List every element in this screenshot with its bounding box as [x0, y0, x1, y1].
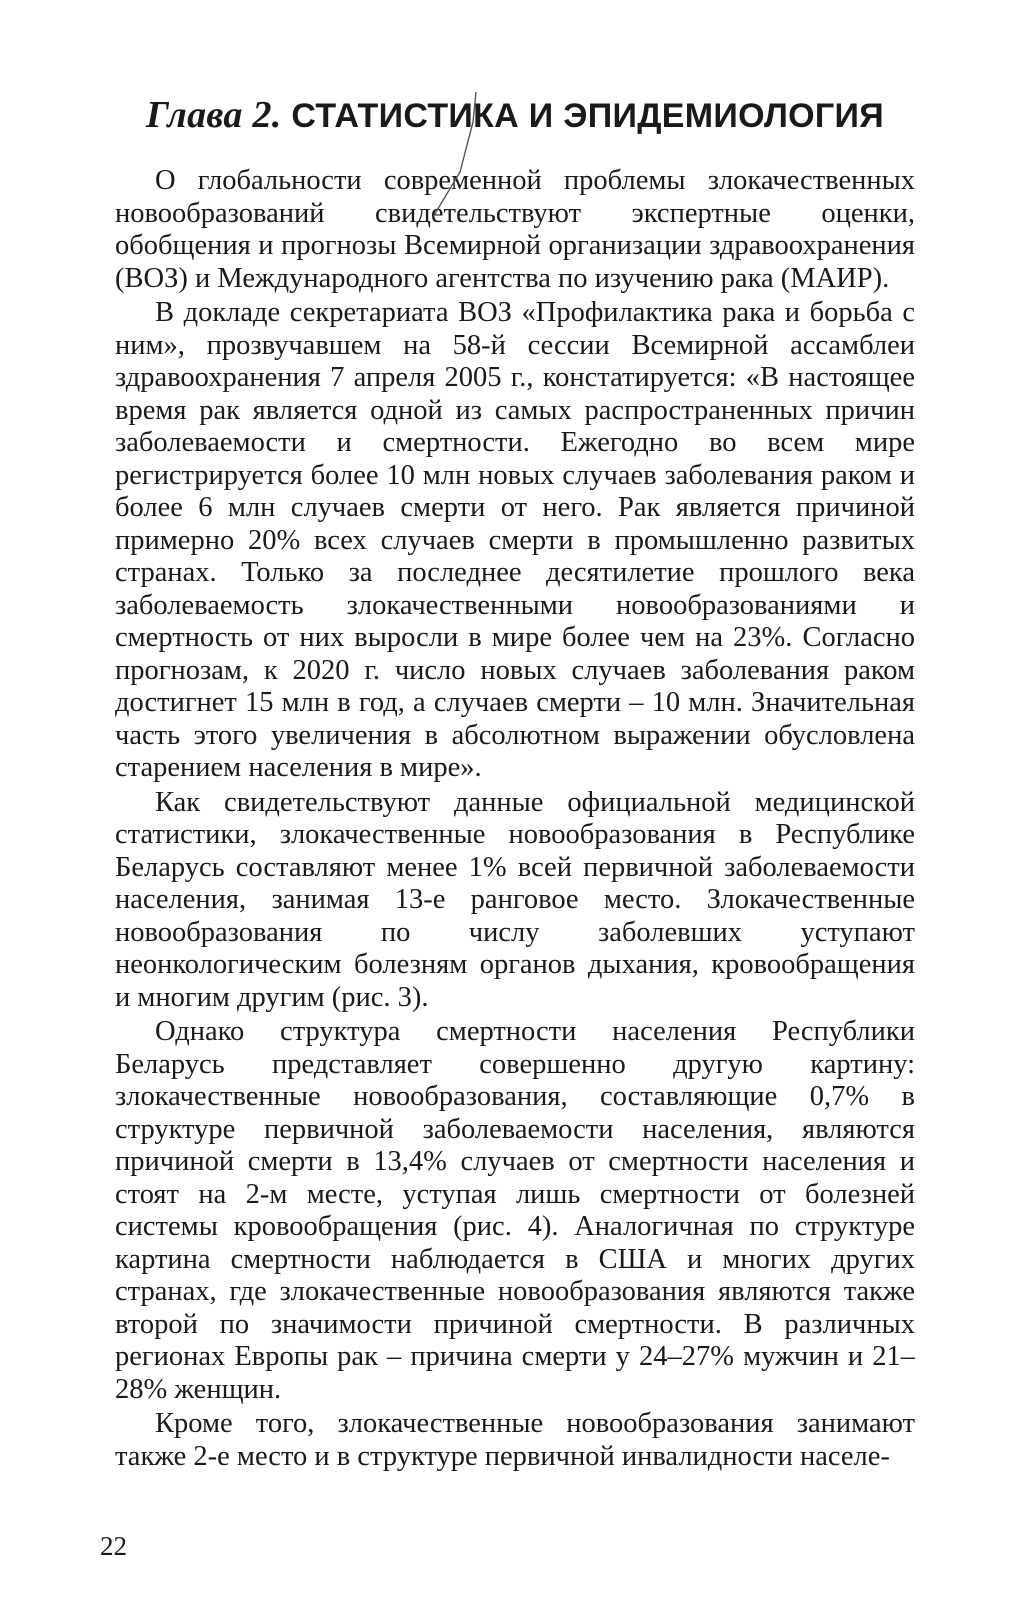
paragraph-belarus-mortality: Однако структура смертности населения Республики Беларусь представляет совершенно другую картину: злокачественные новообразования, составляющие 0,7% в структуре первичной заболеваемости населения, являются причиной смерти в 13,4% случаев от смертности населения и стоят на 2-м месте, уступая лишь смертности от болезней системы кровообращения (рис. 4). Аналогичная по структуре картина смертности наблюдается в США и многих других странах, где злокачественные новообразования являются также второй по значимости причиной смертности. В различных регионах Европы рак – причина смерти у 24–27% мужчин и 21–28% женщин. [115, 1016, 915, 1405]
chapter-title [115, 92, 915, 139]
paragraph-disability: Кроме того, злокачественные новообразования занимают также 2-е место и в структуре первичной инвалидности населе- [115, 1408, 915, 1472]
paragraph-who-report: В докладе секретариата ВОЗ «Профилактика рака и борьба с ним», прозвучавшем на 58-й сессии Всемирной ассамблеи здравоохранения 7 апреля 2005 г., констатируется: «В настоящее время рак является одной из самых распространенных причин заболеваемости и смертности. Ежегодно во всем мире регистрируется более 10 млн новых случаев заболевания раком и более 6 млн случаев смерти от него. Рак является причиной примерно 20% всех случаев смерти в промышленно развитых странах. Только за последнее десятилетие прошлого века заболеваемость злокачественными новообразованиями и смертность от них выросли в мире более чем на 23%. Согласно прогнозам, к 2020 г. число новых случаев заболевания раком достигнет 15 млн в год, а случаев смерти – 10 млн. Значительная часть этого увеличения в абсолютном выражении обусловлена старением населения в мире». [115, 297, 915, 783]
paragraph-belarus-morbidity: Как свидетельствуют данные официальной медицинской статистики, злокачественные новообразования в Республике Беларусь составляют менее 1% всей первичной заболеваемости населения, занимая 13-е ранговое место. Злокачественные новообразования по числу заболевших уступают неонкологическим болезням органов дыхания, кровообращения и многим другим (рис. 3). [115, 786, 915, 1013]
page-body [115, 92, 915, 1473]
page-number: 22 [100, 1531, 127, 1561]
paragraph-intro: О глобальности современной проблемы злокачественных новообразований свидетельствуют экспертные оценки, обобщения и прогнозы Всемирной организации здравоохранения (ВОЗ) и Международного агентства по изучению рака (МАИР). [115, 165, 915, 294]
chapter-heading: СТАТИСТИКА И ЭПИДЕМИОЛОГИЯ [291, 97, 884, 135]
chapter-label: Глава 2. [146, 94, 282, 136]
